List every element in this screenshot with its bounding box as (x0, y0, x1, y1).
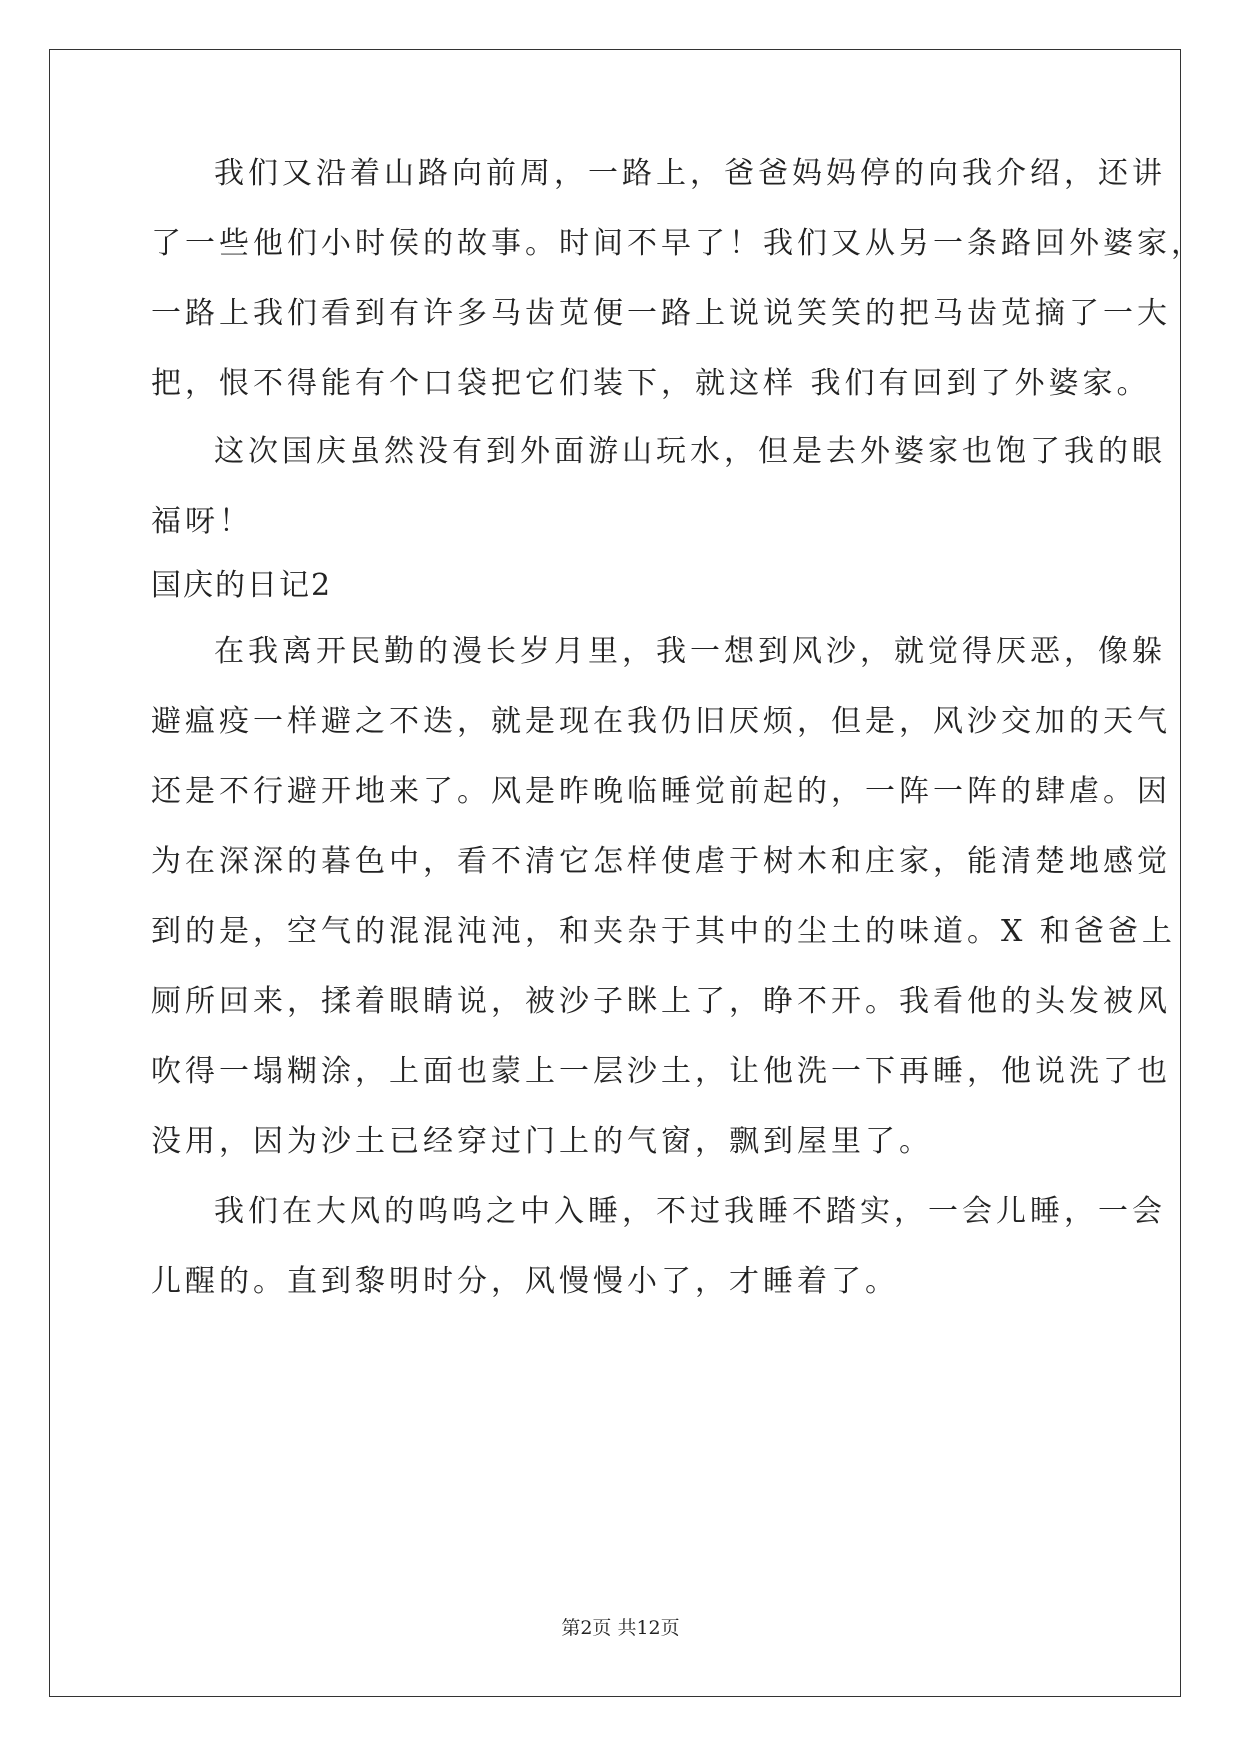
footer-suffix: 页 (660, 1617, 680, 1639)
paragraph-line: 厕所回来，揉着眼睛说，被沙子眯上了，睁不开。我看他的头发被风 (151, 984, 1171, 1019)
paragraph-line: 了一些他们小时侯的故事。时间不早了！我们又从另一条路回外婆家， (151, 226, 1205, 261)
paragraph-line: 吹得一塌糊涂，上面也蒙上一层沙土，让他洗一下再睡，他说洗了也 (151, 1054, 1171, 1089)
current-page-number: 2 (580, 1617, 593, 1639)
paragraph-line: 到的是，空气的混混沌沌，和夹杂于其中的尘土的味道。X 和爸爸上 (151, 914, 1176, 949)
paragraph-line: 一路上我们看到有许多马齿苋便一路上说说笑笑的把马齿苋摘了一大 (151, 296, 1171, 331)
paragraph-line: 没用，因为沙土已经穿过门上的气窗，飘到屋里了。 (151, 1124, 933, 1159)
footer-prefix: 第 (561, 1617, 581, 1639)
paragraph-line: 我们在大风的呜呜之中入睡，不过我睡不踏实，一会儿睡，一会 (214, 1194, 1166, 1229)
paragraph-line: 在我离开民勤的漫长岁月里，我一想到风沙，就觉得厌恶，像躲 (214, 634, 1166, 669)
paragraph-line: 把，恨不得能有个口袋把它们装下，就这样 我们有回到了外婆家。 (151, 366, 1151, 401)
paragraph-line: 为在深深的暮色中，看不清它怎样使虐于树木和庄家，能清楚地感觉 (151, 844, 1171, 879)
section-title: 国庆的日记2 (151, 568, 333, 603)
paragraph-line: 福呀！ (151, 504, 253, 539)
paragraph-line: 我们又沿着山路向前周，一路上，爸爸妈妈停的向我介绍，还讲 (214, 156, 1166, 191)
paragraph-line: 避瘟疫一样避之不迭，就是现在我仍旧厌烦，但是，风沙交加的天气 (151, 704, 1171, 739)
footer-mid: 页 共 (592, 1617, 637, 1639)
page-footer (0, 1616, 1241, 1640)
paragraph-line: 儿醒的。直到黎明时分，风慢慢小了，才睡着了。 (151, 1264, 899, 1299)
total-page-count: 12 (636, 1617, 661, 1639)
paragraph-line: 这次国庆虽然没有到外面游山玩水，但是去外婆家也饱了我的眼 (214, 434, 1166, 469)
paragraph-line: 还是不行避开地来了。风是昨晚临睡觉前起的，一阵一阵的肆虐。因 (151, 774, 1171, 809)
